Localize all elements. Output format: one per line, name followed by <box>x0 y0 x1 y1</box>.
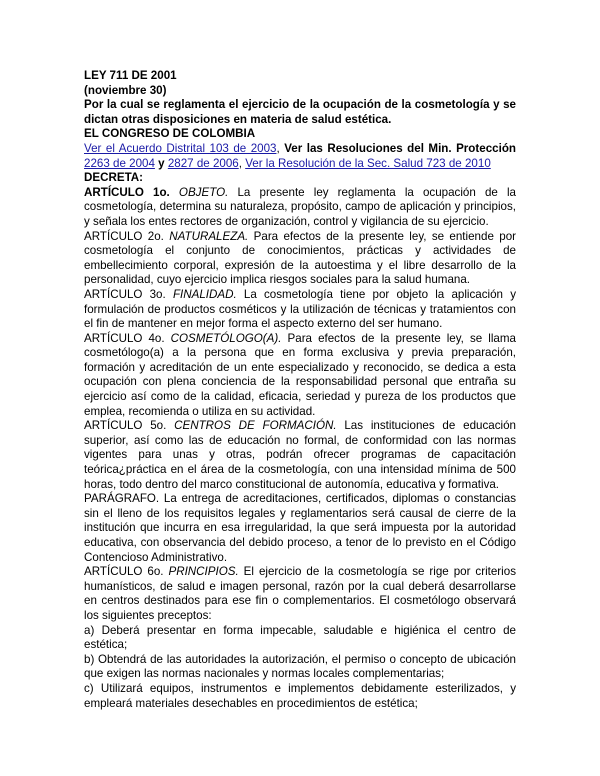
article-4-text: Para efectos de la presente ley, se llama cosmetólogo(a) a la persona que en forma exclusiva y previa preparación, formación y acreditación de un ente especializado y reconocido, se dedica a esta ocupación con plena conciencia de la responsabilidad personal que entraña su ejercicio así como de la calidad, eficacia, seriedad y pureza de los productos que emplea, recomienda o utiliza en su actividad. <box>84 331 516 418</box>
issuer: EL CONGRESO DE COLOMBIA <box>84 127 256 141</box>
article-5-label: ARTÍCULO 5o. <box>84 419 167 433</box>
references: Ver el Acuerdo Distrital 103 de 2003, Ver las Resoluciones del Min. Protección 2263 de 2004 y 2827 de 2006, Ver la Resolución de la Sec. Salud 723 de 2010 <box>84 141 516 170</box>
article-4-title: COSMETÓLOGO(A). <box>170 331 282 345</box>
article-6-item-a: a) Deberá presentar en forma impecable, saludable e higiénica el centro de estética; <box>84 623 516 652</box>
article-3-title: FINALIDAD. <box>172 287 237 301</box>
paragrafo-label: PARÁGRAFO. <box>84 492 160 506</box>
article-5-text: Las instituciones de educación superior, así como las de educación no formal, de conformidad con las normas vigentes para unas y otras, podrán ofrecer programas de capacitación teórica¿práctica en el área de la cosmetología, con una intensidad mínima de 500 horas, todo dentro del marco constitucional de autonomía, educativa y formativa. <box>84 419 516 491</box>
article-6 <box>84 565 516 623</box>
decreta-heading: DECRETA: <box>84 171 144 185</box>
link-resolucion-2827[interactable]: 2827 de 2006 <box>167 156 239 170</box>
article-2-label: ARTÍCULO 2o. <box>84 229 164 243</box>
link-resolucion-2263[interactable]: 2263 de 2004 <box>84 156 155 170</box>
article-1-title: OBJETO. <box>178 185 229 199</box>
paragrafo-text: La entrega de acreditaciones, certificados, diplomas o constancias sin el lleno de los requisitos legales y reglamentarios será causal de cierre de la institución que incurra en esa irregularidad, la que será impuesta por la autoridad educativa, con observancia del debido proceso, a tenor de lo previsto en el Código Contencioso Administrativo. <box>84 492 516 564</box>
resoluciones-label: Ver las Resoluciones del Min. Protección <box>284 141 516 155</box>
article-4 <box>84 332 516 420</box>
article-6-label: ARTÍCULO 6o. <box>84 565 164 579</box>
article-6-text: El ejercicio de la cosmetología se rige por criterios humanísticos, de salud e imagen personal, razón por la cual deberá desarrollarse en centros destinados para ese fin o complementarios. El cosmetólogo observará los siguientes preceptos: <box>84 565 516 622</box>
article-6-item-c: c) Utilizará equipos, instrumentos e implementos debidamente esterilizados, y empleará materiales desechables en procedimientos de estética; <box>84 681 516 710</box>
link-acuerdo-distrital[interactable]: Ver el Acuerdo Distrital 103 de 2003 <box>84 141 277 155</box>
paragrafo <box>84 492 516 565</box>
article-1 <box>84 186 516 230</box>
law-date: (noviembre 30) <box>84 83 167 97</box>
article-3-label: ARTÍCULO 3o. <box>84 287 166 301</box>
article-2 <box>84 230 516 288</box>
law-summary: Por la cual se reglamenta el ejercicio de la ocupación de la cosmetología y se dictan otras disposiciones en materia de salud estética. <box>84 98 516 126</box>
article-5-title: CENTROS DE FORMACIÓN. <box>174 419 337 433</box>
article-6-item-b: b) Obtendrá de las autoridades la autorización, el permiso o concepto de ubicación que exigen las normas nacionales y normas locales complementarias; <box>84 652 516 681</box>
article-2-title: NATURALEZA. <box>169 229 249 243</box>
law-number: LEY 711 DE 2001 <box>84 69 177 82</box>
document-page <box>84 69 516 711</box>
article-3 <box>84 288 516 332</box>
article-1-label: ARTÍCULO 1o. <box>84 185 170 199</box>
document-header <box>84 69 516 142</box>
article-1-text: La presente ley reglamenta la ocupación de la cosmetología, determina su naturaleza, propósito, campo de aplicación y principios, y señala los entes rectores de organización, control y vigilancia de su ejercicio. <box>84 185 516 228</box>
article-6-title: PRINCIPIOS. <box>168 565 239 579</box>
link-resolucion-sec-salud[interactable]: Ver la Resolución de la Sec. Salud 723 de 2010 <box>245 156 491 170</box>
article-2-text: Para efectos de la presente ley, se entiende por cosmetología el conjunto de conocimientos, prácticas y actividades de embellecimiento corporal, expresión de la autoestima y el libre desarrollo de la personalidad, cuyo ejercicio implica riesgos sociales para la salud humana. <box>84 229 517 287</box>
article-4-label: ARTÍCULO 4o. <box>84 331 165 345</box>
article-5 <box>84 419 516 492</box>
article-3-text: La cosmetología tiene por objeto la aplicación y formulación de productos cosméticos y la utilización de técnicas y tratamientos con el fin de mantener en mejor forma el aspecto externo del ser humano. <box>84 287 516 331</box>
